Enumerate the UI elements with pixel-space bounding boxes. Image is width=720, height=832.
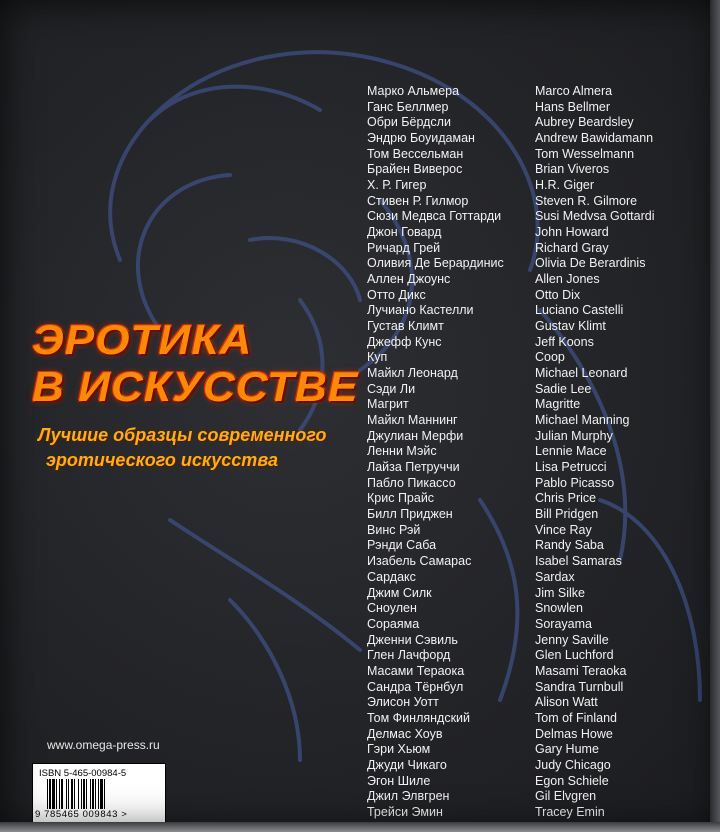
artist-name-russian: Джим Силк xyxy=(367,585,432,600)
artist-name-russian: Сандра Тёрнбул xyxy=(367,679,464,694)
isbn-number: ISBN 5-465-00984-5 xyxy=(39,768,127,779)
artist-name-russian: Масами Тераока xyxy=(367,663,465,678)
artist-name-russian: Стивен Р. Гилмор xyxy=(367,193,469,208)
artist-name-english: Tom Wesselmann xyxy=(535,146,635,161)
artist-name-russian: Трейси Эмин xyxy=(367,804,443,819)
artist-name-english: Jenny Saville xyxy=(535,632,609,647)
artist-name-english: Jim Silke xyxy=(535,585,586,600)
book-spine-edge xyxy=(710,0,720,832)
artist-name-english: Bill Pridgen xyxy=(535,507,599,522)
artist-name-english: Sorayama xyxy=(535,616,592,631)
artist-name-english: Egon Schiele xyxy=(535,773,609,788)
artist-name-russian: Лайза Петруччи xyxy=(367,460,460,475)
artist-name-russian: Сардакс xyxy=(367,569,416,584)
barcode-digits: 9 785465 009843 > xyxy=(35,809,128,820)
barcode-bar xyxy=(68,779,69,809)
artist-name-english: Michael Leonard xyxy=(535,366,628,381)
artist-name-russian: Крис Прайс xyxy=(367,491,435,506)
artist-name-russian: Сэди Ли xyxy=(367,381,416,396)
barcode-bar xyxy=(56,779,57,809)
artist-name-russian: Дженни Сэвиль xyxy=(367,632,458,647)
artist-name-russian: Х. Р. Гигер xyxy=(367,178,427,193)
barcode-bar xyxy=(78,779,79,809)
artist-name-english: Hans Bellmer xyxy=(535,99,611,114)
barcode-bar xyxy=(98,779,99,809)
artist-name-russian: Ленни Мэйс xyxy=(367,444,437,459)
artist-list-english xyxy=(535,84,655,821)
artist-name-english: Delmas Howe xyxy=(535,726,613,741)
artist-name-english: John Howard xyxy=(535,225,609,240)
artist-name-english: Gary Hume xyxy=(535,742,599,757)
artist-name-russian: Джефф Кунс xyxy=(367,334,442,349)
artist-name-english: Vince Ray xyxy=(535,522,592,537)
artist-name-english: Snowlen xyxy=(535,601,583,616)
book-title-line-1: ЭРОТИКА xyxy=(32,316,253,363)
artist-name-english: Magritte xyxy=(535,397,581,412)
artist-name-russian: Магрит xyxy=(367,397,409,412)
artist-name-english: Aubrey Beardsley xyxy=(535,115,634,130)
artist-name-russian: Сноулен xyxy=(367,601,417,616)
artist-name-english: Allen Jones xyxy=(535,272,600,287)
artist-name-english: Glen Luchford xyxy=(535,648,614,663)
artist-name-russian: Майкл Маннинг xyxy=(367,413,458,428)
artist-name-english: Tom of Finland xyxy=(535,710,617,725)
artist-name-english: Lisa Petrucci xyxy=(535,460,607,475)
barcode-bar xyxy=(92,779,94,809)
artist-name-english: H.R. Giger xyxy=(535,178,595,193)
artist-name-english: Richard Gray xyxy=(535,240,609,255)
artist-name-russian: Винс Рэй xyxy=(367,522,421,537)
artist-name-russian: Джил Элвгрен xyxy=(367,789,450,804)
artist-name-russian: Джуди Чикаго xyxy=(367,757,447,772)
barcode-bar xyxy=(71,779,73,809)
artist-name-english: Olivia De Berardinis xyxy=(535,256,646,271)
artist-name-russian: Эгон Шиле xyxy=(367,773,431,788)
book-subtitle xyxy=(38,423,327,473)
artist-name-russian: Делмас Хоув xyxy=(367,726,443,741)
artist-name-russian: Густав Климт xyxy=(367,319,444,334)
artist-name-russian: Том Вессельман xyxy=(367,146,464,161)
artist-name-russian: Оливия Де Берардинис xyxy=(367,256,504,271)
barcode-bar xyxy=(61,779,63,809)
artist-name-english: Steven R. Gilmore xyxy=(535,193,638,208)
artist-name-russian: Гэри Хьюм xyxy=(367,742,431,757)
artist-name-russian: Майкл Леонард xyxy=(367,366,458,381)
barcode-bar xyxy=(59,779,60,809)
barcode-bar xyxy=(47,779,48,809)
barcode-bar xyxy=(74,779,75,809)
barcode-bar xyxy=(66,779,67,809)
artist-name-russian: Аллен Джоунс xyxy=(367,272,451,287)
book-title-line-2: В ИСКУССТВЕ xyxy=(32,363,359,410)
artist-name-english: Masami Teraoka xyxy=(535,663,627,678)
barcode-bar xyxy=(100,779,103,809)
artist-name-english: Sandra Turnbull xyxy=(535,679,624,694)
barcode-bar xyxy=(95,779,96,809)
artist-name-russian: Ричард Грей xyxy=(367,240,441,255)
artist-name-english: Isabel Samaras xyxy=(535,554,622,569)
artist-name-english: Luciano Castelli xyxy=(535,303,624,318)
artist-name-english: Judy Chicago xyxy=(535,757,611,772)
artist-name-russian: Билл Приджен xyxy=(367,507,453,522)
barcode-bar xyxy=(81,779,82,809)
artist-list-russian xyxy=(367,84,504,821)
subtitle-line-2: эротического искусства xyxy=(46,450,278,470)
artist-name-english: Sardax xyxy=(535,569,575,584)
artist-name-russian: Джулиан Мерфи xyxy=(367,428,464,443)
publisher-website: www.omega-press.ru xyxy=(47,738,160,752)
artist-name-english: Julian Murphy xyxy=(535,428,613,443)
artist-name-russian: Сюзи Медвса Готтарди xyxy=(367,209,502,224)
artist-name-russian: Сораяма xyxy=(367,616,420,631)
artist-name-russian: Джон Говард xyxy=(367,225,442,240)
artist-name-english: Susi Medvsa Gottardi xyxy=(535,209,655,224)
artist-name-russian: Рэнди Саба xyxy=(367,538,437,553)
artist-name-english: Sadie Lee xyxy=(535,381,592,396)
artist-name-english: Otto Dix xyxy=(535,287,581,302)
artist-name-english: Lennie Mace xyxy=(535,444,607,459)
book-bottom-edge xyxy=(0,822,720,832)
artist-name-english: Alison Watt xyxy=(535,695,598,710)
artist-name-english: Marco Almera xyxy=(535,84,613,98)
artist-name-english: Randy Saba xyxy=(535,538,604,553)
artist-name-russian: Лучиано Кастелли xyxy=(367,303,474,318)
artist-name-russian: Глен Лачфорд xyxy=(367,648,451,663)
artist-name-russian: Куп xyxy=(367,350,388,365)
barcode-bar xyxy=(49,779,51,809)
artist-name-russian: Ганс Беллмер xyxy=(367,99,449,114)
isbn-barcode xyxy=(32,763,166,823)
artist-name-russian: Пабло Пикассо xyxy=(367,475,456,490)
artist-name-russian: Изабель Самарас xyxy=(367,554,472,569)
barcode-bar xyxy=(83,779,85,809)
artist-name-russian: Отто Дикс xyxy=(367,287,426,302)
barcode-bar xyxy=(104,779,105,809)
artist-name-russian: Марко Альмера xyxy=(367,84,460,98)
artist-name-english: Tracey Emin xyxy=(535,804,605,819)
barcode-bar xyxy=(52,779,55,809)
book-title xyxy=(32,316,359,410)
artist-name-english: Gil Elvgren xyxy=(535,789,597,804)
artist-name-russian: Брайен Виверос xyxy=(367,162,463,177)
barcode-bar xyxy=(86,779,87,809)
artist-name-english: Pablo Picasso xyxy=(535,475,615,490)
artist-name-english: Brian Viveros xyxy=(535,162,610,177)
barcode-bar xyxy=(90,779,91,809)
artist-name-english: Chris Price xyxy=(535,491,597,506)
artist-name-english: Coop xyxy=(535,350,565,365)
artist-name-russian: Том Финляндский xyxy=(367,710,471,725)
artist-name-english: Andrew Bawidamann xyxy=(535,131,654,146)
artist-name-english: Jeff Koons xyxy=(535,334,594,349)
artist-name-russian: Эндрю Боуидаман xyxy=(367,131,475,146)
artist-name-english: Michael Manning xyxy=(535,413,630,428)
artist-name-english: Gustav Klimt xyxy=(535,319,606,334)
subtitle-line-1: Лучшие образцы современного xyxy=(38,425,327,445)
artist-name-russian: Элисон Уотт xyxy=(367,695,439,710)
barcode-bars xyxy=(47,779,153,809)
artist-name-russian: Обри Бёрдсли xyxy=(367,115,451,130)
